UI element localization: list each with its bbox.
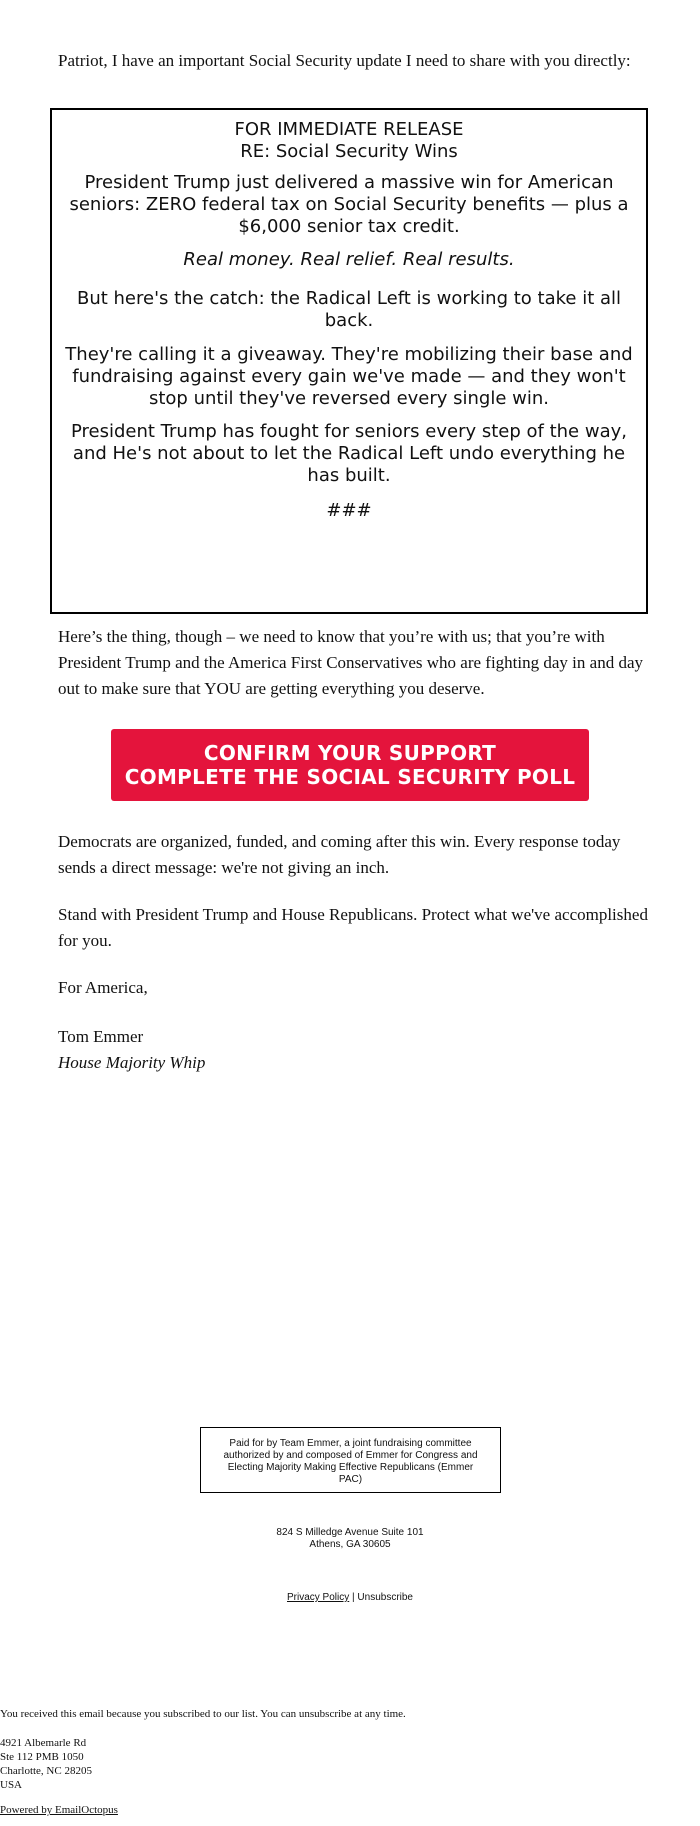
- democrats-paragraph: Democrats are organized, funded, and coming after this win. Every response today sends a direct message: we're not giving an inch.: [58, 832, 621, 877]
- disclaimer-text: Paid for by Team Emmer, a joint fundraising committee authorized by and composed of Emmer for Congress and Electing Majority Making Effective Republicans (Emmer PAC): [223, 1438, 478, 1485]
- subscription-notice: You received this email because you subscribed to our list. You can unsubscribe at any time.: [0, 1708, 406, 1720]
- footer-address-line-2: Athens, GA 30605: [309, 1539, 391, 1550]
- provider-address-line-4: USA: [0, 1779, 23, 1791]
- cta-line-2: COMPLETE THE SOCIAL SECURITY POLL: [124, 765, 576, 789]
- confirm-support-button[interactable]: [111, 729, 589, 801]
- release-header: [52, 119, 646, 163]
- stand-paragraph: Stand with President Trump and House Republicans. Protect what we've accomplished for you.: [58, 905, 648, 950]
- release-paragraph-4: President Trump has fought for seniors every step of the way, and He's not about to let the Radical Left undo everything he has built.: [71, 421, 627, 486]
- release-paragraph-3: They're calling it a giveaway. They're mobilizing their base and fundraising against every gain we've made — and they won't stop until they've reversed every single win.: [65, 344, 633, 409]
- intro-paragraph: Patriot, I have an important Social Security update I need to share with you directly:: [58, 51, 631, 70]
- signer-name: Tom Emmer: [58, 1027, 144, 1046]
- unsubscribe-link[interactable]: Unsubscribe: [357, 1592, 413, 1603]
- emailoctopus-link[interactable]: Powered by EmailOctopus: [0, 1804, 118, 1816]
- link-separator: |: [349, 1592, 358, 1603]
- cta-line-1: CONFIRM YOUR SUPPORT: [203, 741, 497, 765]
- provider-address-line-1: 4921 Albemarle Rd: [0, 1737, 87, 1749]
- release-paragraph-1: President Trump just delivered a massive win for American seniors: ZERO federal tax on Social Security benefits — plus a $6,000 senior tax credit.: [69, 172, 629, 237]
- signer-title: House Majority Whip: [58, 1053, 206, 1072]
- release-end-mark: ###: [326, 500, 372, 521]
- provider-address-line-2: Ste 112 PMB 1050: [0, 1751, 84, 1763]
- release-paragraph-2: But here's the catch: the Radical Left is working to take it all back.: [76, 288, 622, 331]
- release-heading: FOR IMMEDIATE RELEASE: [234, 119, 464, 140]
- release-subject: RE: Social Security Wins: [240, 141, 458, 162]
- support-paragraph: Here’s the thing, though – we need to know that you’re with us; that you’re with President Trump and the America First Conservatives who are fighting day in and day out to make sure that YOU are getting everything you deserve.: [58, 627, 643, 698]
- release-tagline: Real money. Real relief. Real results.: [183, 249, 515, 270]
- signoff: For America,: [58, 978, 148, 997]
- footer-links: [0, 1592, 700, 1604]
- provider-address-line-3: Charlotte, NC 28205: [0, 1765, 92, 1777]
- press-release-box: [50, 108, 648, 614]
- privacy-policy-link[interactable]: Privacy Policy: [287, 1592, 350, 1603]
- powered-by: [0, 1803, 118, 1817]
- paid-for-disclaimer: [200, 1427, 501, 1493]
- footer-address-line-1: 824 S Milledge Avenue Suite 101: [276, 1527, 424, 1538]
